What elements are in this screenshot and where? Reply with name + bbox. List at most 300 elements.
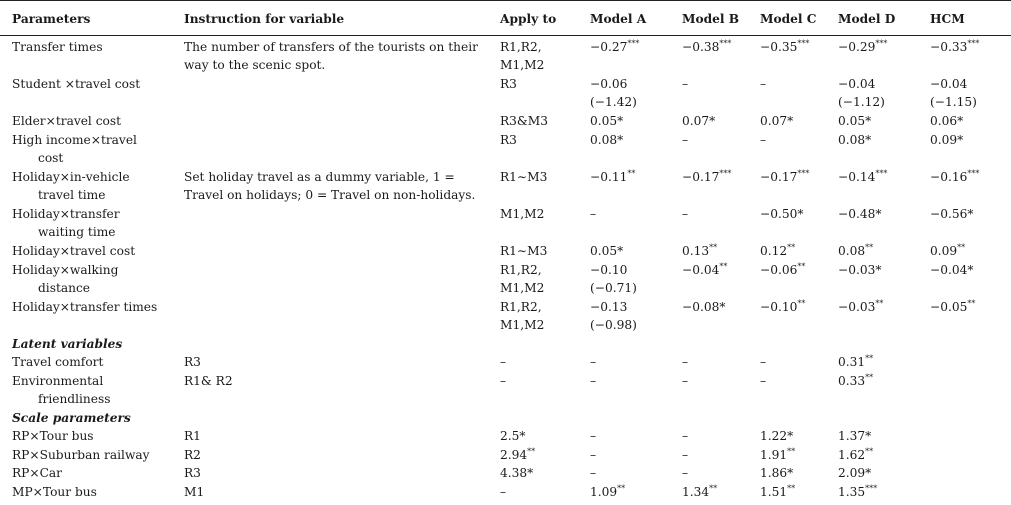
parameter-line: Environmental xyxy=(12,374,104,388)
model-d-line xyxy=(838,168,887,186)
parameter-line: Transfer times xyxy=(12,40,103,54)
parameter-line: Holiday×in-vehicle xyxy=(12,170,130,184)
hcm-line xyxy=(930,261,973,279)
parameter-cell xyxy=(12,242,172,260)
model-c-cell xyxy=(760,168,809,186)
value-text: 0.09* xyxy=(930,133,964,147)
value-text: – xyxy=(682,466,689,480)
model-b-cell xyxy=(682,75,688,93)
apply-to-line: 4.38* xyxy=(500,466,534,480)
parameter-cell xyxy=(12,205,172,241)
model-d-line xyxy=(838,131,871,149)
model-d-cell xyxy=(838,372,873,390)
model-c-cell xyxy=(760,38,809,56)
significance-marker: ** xyxy=(787,447,796,456)
significance-marker: ** xyxy=(865,243,874,252)
model-c-cell xyxy=(760,372,766,390)
model-a-line xyxy=(590,205,596,223)
model-a-cell xyxy=(590,75,637,111)
model-c-cell xyxy=(760,464,793,482)
significance-marker: ** xyxy=(627,169,636,178)
parameter-line: Elder×travel cost xyxy=(12,114,122,128)
apply-to-cell xyxy=(500,372,506,390)
model-d-cell xyxy=(838,38,887,56)
value-text: – xyxy=(590,374,597,388)
model-b-cell xyxy=(682,38,731,56)
value-text: 1.35 xyxy=(838,485,866,499)
model-c-line xyxy=(760,446,795,464)
model-d-cell xyxy=(838,112,871,130)
model-c-line xyxy=(760,242,795,260)
model-a-line xyxy=(590,446,596,464)
model-d-cell xyxy=(838,131,871,149)
model-b-line xyxy=(682,75,688,93)
apply-to-line xyxy=(500,446,535,464)
model-b-line xyxy=(682,261,727,279)
instruction-line: R1& R2 xyxy=(184,374,233,388)
value-text: – xyxy=(590,207,597,221)
model-d-line xyxy=(838,75,885,93)
model-c-line xyxy=(760,168,809,186)
value-text: −0.10 xyxy=(760,300,798,314)
value-text: – xyxy=(682,207,689,221)
apply-to-cell xyxy=(500,242,547,260)
model-b-line xyxy=(682,372,688,390)
parameter-cell xyxy=(12,38,172,56)
value-text: 0.06* xyxy=(930,114,964,128)
significance-marker: ** xyxy=(967,299,976,308)
value-text: – xyxy=(760,77,767,91)
value-text: −0.29 xyxy=(838,40,876,54)
significance-marker: ** xyxy=(709,484,718,493)
apply-to-line: – xyxy=(500,355,507,369)
apply-to-cell xyxy=(500,131,517,149)
parameter-cell xyxy=(12,112,172,130)
header-parameters: Parameters xyxy=(12,12,91,26)
instruction-cell xyxy=(184,38,478,74)
model-d-line xyxy=(838,38,887,56)
significance-marker: *** xyxy=(875,169,888,178)
value-text: – xyxy=(590,355,597,369)
instruction-line: Set holiday travel as a dummy variable, 1 = xyxy=(184,170,455,184)
value-text: 0.31 xyxy=(838,355,866,369)
significance-marker: ** xyxy=(787,243,796,252)
instruction-cell xyxy=(184,353,201,371)
value-text: −0.10 xyxy=(590,263,628,277)
value-text: −0.08* xyxy=(682,300,726,314)
model-a-cell xyxy=(590,112,623,130)
model-c-cell xyxy=(760,483,795,501)
model-a-line xyxy=(590,112,623,130)
hcm-line xyxy=(930,242,965,260)
parameter-line: Travel comfort xyxy=(12,355,104,369)
model-a-cell xyxy=(590,483,625,501)
hcm-line xyxy=(930,112,963,130)
significance-marker: *** xyxy=(797,169,810,178)
parameter-line: cost xyxy=(38,151,64,165)
parameter-line: travel time xyxy=(38,188,106,202)
parameter-cell xyxy=(12,427,172,445)
model-b-cell xyxy=(682,372,688,390)
model-b-line xyxy=(682,168,731,186)
value-text: 0.08* xyxy=(590,133,624,147)
model-d-cell xyxy=(838,353,873,371)
model-d-line xyxy=(838,353,873,371)
model-b-line xyxy=(682,427,688,445)
value-text: – xyxy=(682,429,689,443)
parameter-cell xyxy=(12,131,172,167)
model-c-line xyxy=(760,427,793,445)
model-a-cell xyxy=(590,353,596,371)
apply-to-cell xyxy=(500,205,544,223)
instruction-cell xyxy=(184,168,475,204)
model-b-line xyxy=(682,483,717,501)
value-text: 2.94 xyxy=(500,448,528,462)
model-c-line xyxy=(760,261,805,279)
hcm-cell xyxy=(930,112,963,130)
value-text: (−0.71) xyxy=(590,281,637,295)
parameter-line: Holiday×transfer xyxy=(12,207,120,221)
apply-to-line: R1,R2, xyxy=(500,300,542,314)
value-text: −0.11 xyxy=(590,170,628,184)
model-c-cell xyxy=(760,131,766,149)
model-a-line xyxy=(590,93,637,111)
value-text: −0.33 xyxy=(930,40,968,54)
value-text: −0.05 xyxy=(930,300,968,314)
hcm-line xyxy=(930,168,979,186)
hcm-line xyxy=(930,205,973,223)
model-c-line xyxy=(760,372,766,390)
value-text: −0.35 xyxy=(760,40,798,54)
model-b-line xyxy=(682,112,715,130)
model-a-line xyxy=(590,464,596,482)
value-text: −0.17 xyxy=(760,170,798,184)
apply-to-line: R1∼M3 xyxy=(500,170,548,184)
model-a-cell xyxy=(590,372,596,390)
model-d-line xyxy=(838,93,885,111)
apply-to-cell xyxy=(500,298,544,334)
model-b-cell xyxy=(682,205,688,223)
apply-to-cell xyxy=(500,464,533,482)
hcm-line xyxy=(930,75,977,93)
significance-marker: *** xyxy=(875,39,888,48)
apply-to-line: R1∼M3 xyxy=(500,244,548,258)
apply-to-line: R3 xyxy=(500,133,517,147)
model-d-cell xyxy=(838,464,871,482)
header-model-c: Model C xyxy=(760,12,817,26)
model-a-cell xyxy=(590,446,596,464)
significance-marker: ** xyxy=(617,484,626,493)
apply-to-line: M1,M2 xyxy=(500,281,545,295)
value-text: 1.22* xyxy=(760,429,794,443)
model-a-cell xyxy=(590,205,596,223)
apply-to-cell xyxy=(500,353,506,371)
significance-marker: *** xyxy=(865,484,878,493)
significance-marker: ** xyxy=(797,299,806,308)
hcm-cell xyxy=(930,131,963,149)
header-model-b: Model B xyxy=(682,12,740,26)
model-b-cell xyxy=(682,483,717,501)
model-a-cell xyxy=(590,298,637,334)
parameter-cell xyxy=(12,353,172,371)
model-c-cell xyxy=(760,427,793,445)
hcm-line xyxy=(930,38,979,56)
model-a-line xyxy=(590,279,637,297)
model-c-cell xyxy=(760,242,795,260)
model-c-line xyxy=(760,353,766,371)
section-label: Latent variables xyxy=(12,337,123,351)
model-d-line xyxy=(838,261,881,279)
model-a-line xyxy=(590,261,637,279)
model-b-line xyxy=(682,353,688,371)
model-b-cell xyxy=(682,242,717,260)
instruction-line: R3 xyxy=(184,355,201,369)
model-a-cell xyxy=(590,131,623,149)
value-text: 1.37* xyxy=(838,429,872,443)
parameter-line: Holiday×transfer times xyxy=(12,300,158,314)
apply-to-cell xyxy=(500,446,535,464)
instruction-line: Travel on holidays; 0 = Travel on non-holidays. xyxy=(184,188,476,202)
value-text: 0.05* xyxy=(838,114,872,128)
parameter-cell xyxy=(12,446,172,464)
value-text: (−1.42) xyxy=(590,95,637,109)
model-d-cell xyxy=(838,75,885,111)
parameter-cell xyxy=(12,261,172,297)
value-text: −0.14 xyxy=(838,170,876,184)
model-a-line xyxy=(590,298,637,316)
model-a-line xyxy=(590,131,623,149)
hcm-line xyxy=(930,93,977,111)
apply-to-cell xyxy=(500,261,544,297)
apply-to-line: M1,M2 xyxy=(500,318,545,332)
parameter-cell xyxy=(12,464,172,482)
model-d-cell xyxy=(838,261,881,279)
model-a-cell xyxy=(590,261,637,297)
significance-marker: *** xyxy=(719,169,732,178)
value-text: −0.50* xyxy=(760,207,804,221)
value-text: 1.91 xyxy=(760,448,788,462)
model-d-line xyxy=(838,464,871,482)
significance-marker: ** xyxy=(865,373,874,382)
model-c-cell xyxy=(760,112,793,130)
value-text: 0.08 xyxy=(838,244,866,258)
model-c-line xyxy=(760,464,793,482)
model-c-cell xyxy=(760,446,795,464)
model-c-cell xyxy=(760,353,766,371)
value-text: – xyxy=(590,448,597,462)
model-d-line xyxy=(838,483,877,501)
value-text: 2.09* xyxy=(838,466,872,480)
hcm-cell xyxy=(930,75,977,111)
value-text: (−0.98) xyxy=(590,318,637,332)
model-d-line xyxy=(838,242,873,260)
model-c-line xyxy=(760,205,803,223)
model-a-line xyxy=(590,483,625,501)
significance-marker: *** xyxy=(967,39,980,48)
apply-to-cell xyxy=(500,483,506,501)
model-b-cell xyxy=(682,261,727,279)
value-text: 0.33 xyxy=(838,374,866,388)
value-text: −0.48* xyxy=(838,207,882,221)
model-a-line xyxy=(590,242,623,260)
model-d-line xyxy=(838,446,873,464)
model-c-cell xyxy=(760,298,805,316)
model-a-cell xyxy=(590,38,639,56)
model-c-cell xyxy=(760,75,766,93)
significance-marker: ** xyxy=(527,447,536,456)
value-text: 0.09 xyxy=(930,244,958,258)
hcm-line xyxy=(930,298,975,316)
parameter-line: Student ×travel cost xyxy=(12,77,141,91)
model-b-cell xyxy=(682,298,725,316)
value-text: 1.51 xyxy=(760,485,788,499)
model-a-cell xyxy=(590,464,596,482)
model-b-line xyxy=(682,205,688,223)
value-text: – xyxy=(590,466,597,480)
header-model-d: Model D xyxy=(838,12,896,26)
value-text: 0.13 xyxy=(682,244,710,258)
parameter-cell xyxy=(12,75,172,93)
value-text: −0.38 xyxy=(682,40,720,54)
significance-marker: *** xyxy=(797,39,810,48)
apply-to-line: – xyxy=(500,374,507,388)
value-text: −0.03* xyxy=(838,263,882,277)
parameter-line: Holiday×travel cost xyxy=(12,244,136,258)
value-text: – xyxy=(682,374,689,388)
model-d-line xyxy=(838,372,873,390)
value-text: – xyxy=(682,448,689,462)
apply-to-line: M1,M2 xyxy=(500,58,545,72)
model-d-line xyxy=(838,298,883,316)
model-c-cell xyxy=(760,261,805,279)
value-text: – xyxy=(682,355,689,369)
hcm-cell xyxy=(930,261,973,279)
model-b-line xyxy=(682,242,717,260)
apply-to-line: R1,R2, xyxy=(500,40,542,54)
model-c-line xyxy=(760,112,793,130)
model-a-line xyxy=(590,75,637,93)
significance-marker: ** xyxy=(797,262,806,271)
value-text: (−1.12) xyxy=(838,95,885,109)
significance-marker: ** xyxy=(787,484,796,493)
model-b-cell xyxy=(682,464,688,482)
model-a-line xyxy=(590,372,596,390)
apply-to-line: M1,M2 xyxy=(500,207,545,221)
instruction-line: R1 xyxy=(184,429,201,443)
parameter-cell xyxy=(12,168,172,204)
value-text: 0.05* xyxy=(590,114,624,128)
value-text: 0.07* xyxy=(682,114,716,128)
significance-marker: ** xyxy=(709,243,718,252)
apply-to-line: R3 xyxy=(500,77,517,91)
apply-to-cell xyxy=(500,75,517,93)
apply-to-cell xyxy=(500,168,547,186)
model-a-cell xyxy=(590,168,635,186)
model-a-line xyxy=(590,427,596,445)
value-text: – xyxy=(682,77,689,91)
parameter-line: Holiday×walking xyxy=(12,263,119,277)
value-text: −0.04* xyxy=(930,263,974,277)
model-d-line xyxy=(838,427,871,445)
parameter-line: friendliness xyxy=(38,392,111,406)
instruction-cell xyxy=(184,483,204,501)
value-text: −0.16 xyxy=(930,170,968,184)
parameter-line: RP×Tour bus xyxy=(12,429,94,443)
model-a-line xyxy=(590,353,596,371)
value-text: −0.17 xyxy=(682,170,720,184)
instruction-line: The number of transfers of the tourists on their xyxy=(184,40,478,54)
hcm-cell xyxy=(930,38,979,56)
value-text: −0.13 xyxy=(590,300,628,314)
value-text: – xyxy=(760,355,767,369)
instruction-line: M1 xyxy=(184,485,205,499)
model-b-cell xyxy=(682,131,688,149)
instruction-cell xyxy=(184,372,233,390)
value-text: – xyxy=(760,133,767,147)
model-c-line xyxy=(760,38,809,56)
model-a-cell xyxy=(590,427,596,445)
model-a-line xyxy=(590,316,637,334)
significance-marker: ** xyxy=(719,262,728,271)
value-text: 0.05* xyxy=(590,244,624,258)
hcm-cell xyxy=(930,205,973,223)
header-model-a: Model A xyxy=(590,12,647,26)
parameter-line: waiting time xyxy=(38,225,116,239)
apply-to-line: R1,R2, xyxy=(500,263,542,277)
model-d-line xyxy=(838,205,881,223)
model-a-cell xyxy=(590,242,623,260)
value-text: 1.62 xyxy=(838,448,866,462)
value-text: −0.04 xyxy=(682,263,720,277)
instruction-cell xyxy=(184,427,201,445)
value-text: 1.09 xyxy=(590,485,618,499)
significance-marker: *** xyxy=(967,169,980,178)
table-header xyxy=(0,1,1011,36)
value-text: – xyxy=(760,374,767,388)
model-c-line xyxy=(760,131,766,149)
value-text: (−1.15) xyxy=(930,95,977,109)
apply-to-line: 2.5* xyxy=(500,429,526,443)
value-text: – xyxy=(682,133,689,147)
model-d-cell xyxy=(838,168,887,186)
model-d-cell xyxy=(838,446,873,464)
value-text: 1.86* xyxy=(760,466,794,480)
parameter-cell xyxy=(12,483,172,501)
value-text: −0.06 xyxy=(760,263,798,277)
parameter-line: RP×Car xyxy=(12,466,63,480)
model-d-cell xyxy=(838,483,877,501)
hcm-cell xyxy=(930,168,979,186)
significance-marker: ** xyxy=(865,447,874,456)
model-d-cell xyxy=(838,427,871,445)
value-text: 0.08* xyxy=(838,133,872,147)
instruction-cell xyxy=(184,464,201,482)
hcm-cell xyxy=(930,242,965,260)
apply-to-line: – xyxy=(500,485,507,499)
model-b-line xyxy=(682,38,731,56)
model-a-line xyxy=(590,168,635,186)
value-text: 1.34 xyxy=(682,485,710,499)
parameter-line: High income×travel xyxy=(12,133,137,147)
model-d-cell xyxy=(838,242,873,260)
instruction-line: R2 xyxy=(184,448,201,462)
model-a-line xyxy=(590,38,639,56)
value-text: −0.04 xyxy=(838,77,876,91)
model-c-line xyxy=(760,298,805,316)
value-text: −0.03 xyxy=(838,300,876,314)
model-d-cell xyxy=(838,298,883,316)
hcm-line xyxy=(930,131,963,149)
